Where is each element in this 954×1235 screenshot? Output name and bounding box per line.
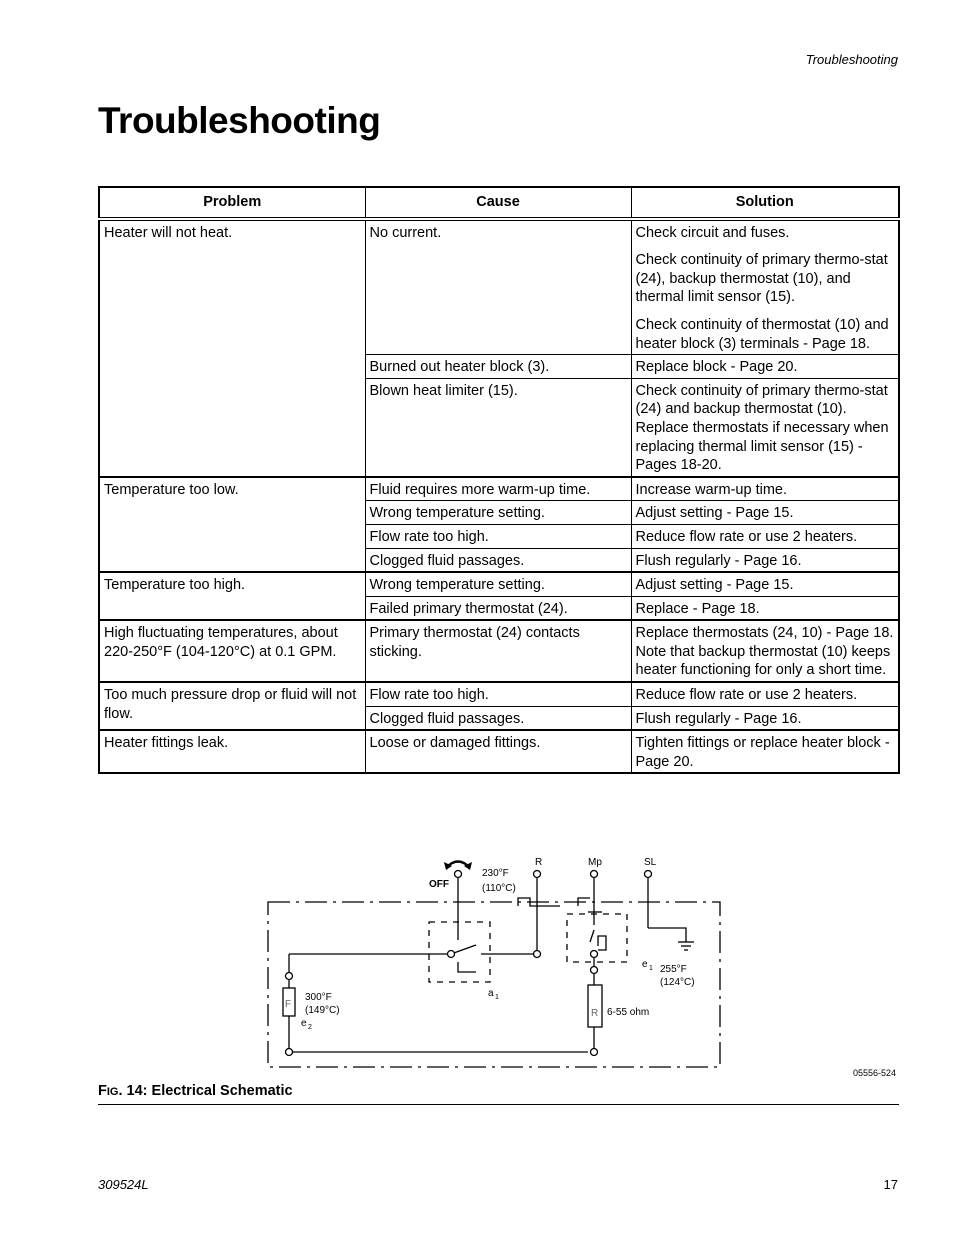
cause-cell: Clogged fluid passages. xyxy=(365,548,631,572)
solution-cell: Adjust setting - Page 15. xyxy=(631,572,899,596)
caption-prefix-big: F xyxy=(98,1083,107,1099)
cause-cell: Flow rate too high. xyxy=(365,682,631,706)
problem-cell: Heater fittings leak. xyxy=(99,730,365,773)
solution-cell xyxy=(631,219,899,355)
table-row xyxy=(99,477,899,501)
column-header-cause: Cause xyxy=(365,187,631,219)
document-number: 309524L xyxy=(98,1177,149,1192)
solution-cell: Reduce flow rate or use 2 heaters. xyxy=(631,682,899,706)
solution-paragraph: Check continuity of primary thermo-stat (24), backup thermostat (10), and thermal limit sensor (15). xyxy=(635,252,888,306)
cause-cell: Clogged fluid passages. xyxy=(365,706,631,730)
problem-cell: High fluctuating temperatures, about 220-250°F (104-120°C) at 0.1 GPM. xyxy=(99,620,365,682)
table-row xyxy=(99,219,899,355)
fuse-symbol: F xyxy=(285,999,292,1010)
resistor-symbol: R xyxy=(591,1008,599,1019)
cause-cell: Loose or damaged fittings. xyxy=(365,730,631,773)
solution-cell: Reduce flow rate or use 2 heaters. xyxy=(631,524,899,548)
solution-cell: Flush regularly - Page 16. xyxy=(631,706,899,730)
thermostat-temp-f: 230°F xyxy=(482,868,509,879)
thermostat-temp-c: (110°C) xyxy=(482,883,516,894)
heater-resistor xyxy=(588,985,602,1027)
limiter-temp-c: (124°C) xyxy=(660,977,695,988)
troubleshooting-table xyxy=(98,186,900,774)
resistor-value: 6-55 ohm xyxy=(607,1007,650,1018)
solution-paragraph: Check circuit and fuses. xyxy=(635,224,790,241)
problem-cell: Temperature too high. xyxy=(99,572,365,620)
cause-cell: Wrong temperature setting. xyxy=(365,501,631,525)
problem-cell: Too much pressure drop or fluid will not flow. xyxy=(99,682,365,730)
column-header-problem: Problem xyxy=(99,187,365,219)
switch-label-sub: 1 xyxy=(495,994,499,1001)
cause-cell: Blown heat limiter (15). xyxy=(365,378,631,476)
table-row xyxy=(99,730,899,773)
terminal-off xyxy=(455,871,462,878)
table-row xyxy=(99,572,899,596)
solution-cell: Flush regularly - Page 16. xyxy=(631,548,899,572)
terminal-r xyxy=(534,871,541,878)
cause-cell: Failed primary thermostat (24). xyxy=(365,596,631,620)
caption-prefix-small: IG xyxy=(106,1086,119,1098)
terminal-mp-label: Mp xyxy=(588,857,602,868)
switch-a1-boundary xyxy=(429,922,490,982)
solution-cell: Check continuity of primary thermo-stat (24) and backup thermostat (10). Replace thermostats if necessary when replacing thermal limit sensor (15) - Pages 18-20. xyxy=(631,378,899,476)
switch-label: a xyxy=(488,988,494,999)
cause-cell: Burned out heater block (3). xyxy=(365,355,631,379)
cause-cell: Wrong temperature setting. xyxy=(365,572,631,596)
solution-paragraph: Check continuity of thermostat (10) and heater block (3) terminals - Page 18. xyxy=(635,316,889,352)
page-number: 17 xyxy=(883,1177,898,1192)
fuse-temp-c: (149°C) xyxy=(305,1005,340,1016)
enclosure-boundary xyxy=(268,902,720,1067)
fuse-label: e xyxy=(301,1018,307,1029)
terminal-sl-label: SL xyxy=(644,857,657,868)
problem-cell: Temperature too low. xyxy=(99,477,365,572)
figure-id: 05556-524 xyxy=(852,1068,896,1078)
caption-text: . 14: Electrical Schematic xyxy=(118,1083,293,1099)
limiter-label: e xyxy=(642,959,648,970)
page-title: Troubleshooting xyxy=(98,100,381,141)
limiter-temp-f: 255°F xyxy=(660,964,687,975)
fuse-label-sub: 2 xyxy=(308,1024,312,1031)
limiter-label-sub: 1 xyxy=(649,965,653,972)
cause-cell: Flow rate too high. xyxy=(365,524,631,548)
terminal-sl xyxy=(645,871,652,878)
problem-cell: Heater will not heat. xyxy=(99,219,365,477)
caption-rule xyxy=(98,1104,899,1105)
table-row xyxy=(99,682,899,706)
electrical-schematic xyxy=(260,850,730,1075)
figure-caption xyxy=(98,1083,293,1099)
fuse-temp-f: 300°F xyxy=(305,992,332,1003)
cause-cell: Fluid requires more warm-up time. xyxy=(365,477,631,501)
terminal-r-label: R xyxy=(535,857,543,868)
table-header-row xyxy=(99,187,899,219)
solution-cell: Replace block - Page 20. xyxy=(631,355,899,379)
terminal-mp xyxy=(591,871,598,878)
cause-cell: No current. xyxy=(365,219,631,355)
solution-cell: Adjust setting - Page 15. xyxy=(631,501,899,525)
off-label: OFF xyxy=(429,879,449,890)
solution-cell: Replace - Page 18. xyxy=(631,596,899,620)
solution-cell: Increase warm-up time. xyxy=(631,477,899,501)
table-row xyxy=(99,620,899,682)
cause-cell: Primary thermostat (24) contacts sticking. xyxy=(365,620,631,682)
column-header-solution: Solution xyxy=(631,187,899,219)
solution-cell: Replace thermostats (24, 10) - Page 18. Note that backup thermostat (10) keeps heater functioning for only a short time. xyxy=(631,620,899,682)
solution-cell: Tighten fittings or replace heater block - Page 20. xyxy=(631,730,899,773)
running-head: Troubleshooting xyxy=(805,52,898,67)
